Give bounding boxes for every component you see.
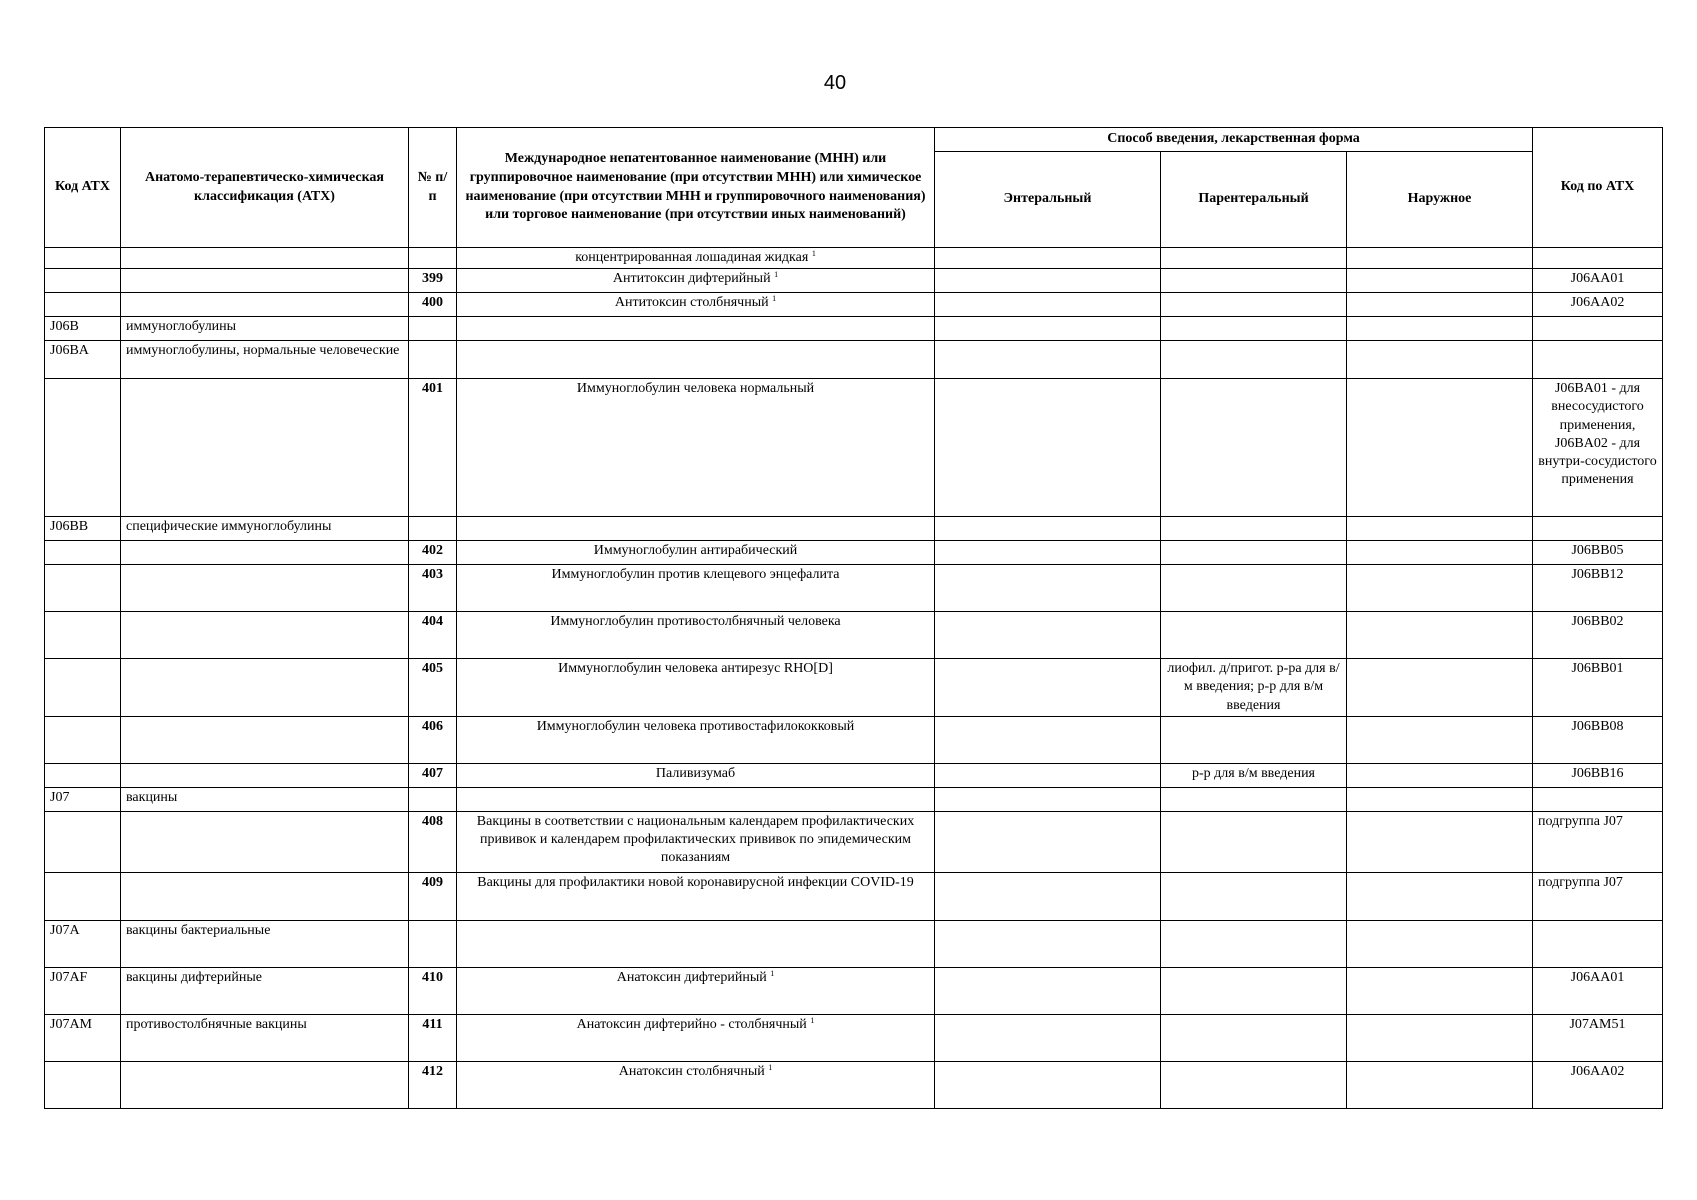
table-row [45, 317, 1663, 341]
cell-name-text: Иммуноглобулин против клещевого энцефалита [551, 567, 840, 583]
cell-code: подгруппа J07 [1533, 811, 1663, 872]
cell-parenteral [1161, 872, 1347, 920]
cell-classification [121, 269, 409, 293]
header-enteral: Энтеральный [935, 152, 1161, 248]
cell-enteral [935, 716, 1161, 763]
cell-classification [121, 379, 409, 517]
cell-num: 411 [409, 1014, 457, 1061]
cell-parenteral [1161, 612, 1347, 659]
cell-atx-code [45, 379, 121, 517]
cell-external [1347, 517, 1533, 541]
cell-atx-code [45, 541, 121, 565]
cell-num [409, 517, 457, 541]
cell-name-text: Антитоксин столбнячный [614, 295, 769, 311]
cell-atx-code [45, 763, 121, 787]
cell-external [1347, 248, 1533, 269]
cell-code [1533, 517, 1663, 541]
cell-code: J06BA01 - для внесосудистого применения, J06BA02 - для внутри-сосудистого применения [1533, 379, 1663, 517]
cell-external [1347, 811, 1533, 872]
table-row [45, 920, 1663, 967]
footnote-marker: 1 [772, 294, 777, 304]
table-row [45, 293, 1663, 317]
cell-parenteral [1161, 1061, 1347, 1108]
cell-atx-code [45, 269, 121, 293]
table-row [45, 1014, 1663, 1061]
cell-name-text: Иммуноглобулин человека противостафилококковый [536, 718, 855, 734]
cell-num: 400 [409, 293, 457, 317]
cell-atx-code [45, 293, 121, 317]
header-external: Наружное [1347, 152, 1533, 248]
cell-enteral [935, 293, 1161, 317]
cell-name [457, 293, 935, 317]
cell-name [457, 872, 935, 920]
cell-num: 409 [409, 872, 457, 920]
cell-classification: иммуноглобулины, нормальные человеческие [121, 341, 409, 379]
cell-external [1347, 1061, 1533, 1108]
cell-atx-code [45, 872, 121, 920]
cell-parenteral [1161, 269, 1347, 293]
table-row [45, 1061, 1663, 1108]
cell-parenteral [1161, 341, 1347, 379]
cell-name [457, 317, 935, 341]
cell-classification: вакцины [121, 787, 409, 811]
cell-name [457, 341, 935, 379]
cell-external [1347, 541, 1533, 565]
table-row [45, 248, 1663, 269]
cell-name [457, 248, 935, 269]
cell-classification: вакцины бактериальные [121, 920, 409, 967]
cell-parenteral [1161, 517, 1347, 541]
cell-name-text: Антитоксин дифтерийный [612, 271, 771, 287]
cell-code: J06BB16 [1533, 763, 1663, 787]
cell-enteral [935, 811, 1161, 872]
cell-atx-code: J07AM [45, 1014, 121, 1061]
cell-name-text: Анатоксин дифтерийно - столбнячный [576, 1016, 807, 1032]
cell-external [1347, 716, 1533, 763]
header-classification: Анатомо-терапевтическо-химическая классификация (АТХ) [121, 128, 409, 248]
cell-enteral [935, 317, 1161, 341]
cell-num: 408 [409, 811, 457, 872]
cell-num [409, 248, 457, 269]
cell-num: 406 [409, 716, 457, 763]
cell-enteral [935, 787, 1161, 811]
footnote-marker: 1 [811, 249, 816, 258]
cell-classification [121, 565, 409, 612]
cell-external [1347, 565, 1533, 612]
cell-external [1347, 269, 1533, 293]
header-num: № п/п [409, 128, 457, 248]
table-row [45, 811, 1663, 872]
cell-external [1347, 872, 1533, 920]
table-row [45, 716, 1663, 763]
cell-parenteral [1161, 811, 1347, 872]
cell-atx-code: J07 [45, 787, 121, 811]
table-row [45, 565, 1663, 612]
cell-name [457, 967, 935, 1014]
cell-external [1347, 293, 1533, 317]
cell-num: 402 [409, 541, 457, 565]
cell-name-text: Паливизумаб [655, 765, 736, 781]
cell-num: 399 [409, 269, 457, 293]
cell-name [457, 1061, 935, 1108]
cell-enteral [935, 541, 1161, 565]
cell-code: J06BB01 [1533, 659, 1663, 717]
cell-parenteral [1161, 1014, 1347, 1061]
cell-classification [121, 612, 409, 659]
cell-parenteral [1161, 787, 1347, 811]
cell-enteral [935, 517, 1161, 541]
cell-name [457, 517, 935, 541]
cell-code: J07AM51 [1533, 1014, 1663, 1061]
cell-name [457, 612, 935, 659]
table-row [45, 517, 1663, 541]
cell-atx-code: J07A [45, 920, 121, 967]
cell-enteral [935, 763, 1161, 787]
cell-name-text: Анатоксин дифтерийный [616, 969, 767, 985]
table-row [45, 659, 1663, 717]
cell-classification [121, 763, 409, 787]
cell-parenteral [1161, 716, 1347, 763]
cell-num: 407 [409, 763, 457, 787]
cell-enteral [935, 269, 1161, 293]
cell-parenteral: лиофил. д/пригот. р-ра для в/м введения; р-р для в/м введения [1161, 659, 1347, 717]
cell-code: J06AA01 [1533, 967, 1663, 1014]
cell-enteral [935, 967, 1161, 1014]
cell-num [409, 920, 457, 967]
cell-name-text: Вакцины для профилактики новой коронавирусной инфекции COVID-19 [477, 874, 914, 890]
cell-code: J06BB02 [1533, 612, 1663, 659]
cell-name [457, 565, 935, 612]
cell-num: 401 [409, 379, 457, 517]
cell-code: J06BB12 [1533, 565, 1663, 612]
cell-classification [121, 811, 409, 872]
footnote-marker: 1 [810, 1015, 815, 1025]
cell-name [457, 659, 935, 717]
cell-enteral [935, 341, 1161, 379]
header-route-group: Способ введения, лекарственная форма [935, 128, 1533, 152]
cell-parenteral [1161, 565, 1347, 612]
cell-enteral [935, 1014, 1161, 1061]
cell-enteral [935, 659, 1161, 717]
table-header [45, 128, 1663, 248]
cell-enteral [935, 1061, 1161, 1108]
footnote-marker: 1 [770, 968, 775, 978]
cell-external [1347, 967, 1533, 1014]
cell-parenteral [1161, 541, 1347, 565]
cell-atx-code: J06BA [45, 341, 121, 379]
atx-table [44, 127, 1663, 1109]
cell-code: J06AA02 [1533, 293, 1663, 317]
cell-code [1533, 341, 1663, 379]
cell-enteral [935, 872, 1161, 920]
header-parenteral: Парентеральный [1161, 152, 1347, 248]
cell-name-text: Иммуноглобулин антирабический [593, 543, 798, 559]
cell-classification [121, 716, 409, 763]
cell-external [1347, 317, 1533, 341]
cell-name-text: Иммуноглобулин человека антирезус RHO[D] [558, 661, 833, 677]
cell-code: J06AA01 [1533, 269, 1663, 293]
cell-enteral [935, 920, 1161, 967]
cell-classification [121, 541, 409, 565]
cell-external [1347, 379, 1533, 517]
cell-classification [121, 659, 409, 717]
cell-enteral [935, 379, 1161, 517]
cell-num: 410 [409, 967, 457, 1014]
cell-code: J06BB08 [1533, 716, 1663, 763]
cell-enteral [935, 565, 1161, 612]
cell-name-text: Анатоксин столбнячный [618, 1063, 765, 1079]
cell-external [1347, 341, 1533, 379]
cell-num [409, 787, 457, 811]
cell-code [1533, 787, 1663, 811]
cell-atx-code: J06B [45, 317, 121, 341]
cell-num: 405 [409, 659, 457, 717]
cell-parenteral [1161, 967, 1347, 1014]
table-row [45, 379, 1663, 517]
cell-code: подгруппа J07 [1533, 872, 1663, 920]
table-row [45, 787, 1663, 811]
cell-parenteral [1161, 317, 1347, 341]
cell-name [457, 1014, 935, 1061]
cell-name [457, 811, 935, 872]
cell-num [409, 317, 457, 341]
cell-atx-code [45, 565, 121, 612]
table-row [45, 872, 1663, 920]
cell-num: 412 [409, 1061, 457, 1108]
cell-classification [121, 248, 409, 269]
cell-external [1347, 1014, 1533, 1061]
header-code: Код по АТХ [1533, 128, 1663, 248]
footnote-marker: 1 [768, 1062, 773, 1072]
cell-parenteral [1161, 293, 1347, 317]
cell-name [457, 716, 935, 763]
cell-num: 404 [409, 612, 457, 659]
cell-code: J06AA02 [1533, 1061, 1663, 1108]
header-name: Международное непатентованное наименование (МНН) или группировочное наименование (при отсутствии МНН) или химическое наименование (при отсутствии МНН и группировочного наименования) или торговое наименование (при отсутствии иных наименований) [457, 128, 935, 248]
cell-name-text: Иммуноглобулин человека нормальный [576, 381, 815, 397]
cell-external [1347, 920, 1533, 967]
cell-atx-code: J06BB [45, 517, 121, 541]
cell-atx-code [45, 659, 121, 717]
cell-atx-code [45, 716, 121, 763]
cell-enteral [935, 248, 1161, 269]
cell-classification [121, 872, 409, 920]
cell-external [1347, 659, 1533, 717]
cell-name-text: концентрированная лошадиная жидкая [575, 250, 809, 265]
table-row [45, 612, 1663, 659]
cell-num [409, 341, 457, 379]
table-row [45, 341, 1663, 379]
page-number: 40 [823, 72, 847, 94]
cell-external [1347, 787, 1533, 811]
cell-name [457, 920, 935, 967]
cell-parenteral [1161, 248, 1347, 269]
cell-atx-code [45, 248, 121, 269]
cell-classification: иммуноглобулины [121, 317, 409, 341]
cell-name-text: Иммуноглобулин противостолбнячный человека [550, 614, 841, 630]
cell-classification: вакцины дифтерийные [121, 967, 409, 1014]
header-atx-code: Код АТХ [45, 128, 121, 248]
cell-parenteral [1161, 379, 1347, 517]
cell-name [457, 763, 935, 787]
cell-code [1533, 317, 1663, 341]
cell-code [1533, 920, 1663, 967]
table-row [45, 763, 1663, 787]
cell-external [1347, 612, 1533, 659]
cell-enteral [935, 612, 1161, 659]
cell-classification [121, 293, 409, 317]
cell-atx-code [45, 612, 121, 659]
cell-atx-code: J07AF [45, 967, 121, 1014]
cell-classification [121, 1061, 409, 1108]
cell-atx-code [45, 811, 121, 872]
cell-code [1533, 248, 1663, 269]
cell-parenteral [1161, 920, 1347, 967]
table-row [45, 967, 1663, 1014]
cell-num: 403 [409, 565, 457, 612]
cell-name [457, 787, 935, 811]
table-body [45, 248, 1663, 1109]
cell-classification: специфические иммуноглобулины [121, 517, 409, 541]
cell-name [457, 541, 935, 565]
cell-name [457, 379, 935, 517]
cell-code: J06BB05 [1533, 541, 1663, 565]
table-row [45, 269, 1663, 293]
cell-external [1347, 763, 1533, 787]
cell-atx-code [45, 1061, 121, 1108]
cell-name [457, 269, 935, 293]
cell-classification: противостолбнячные вакцины [121, 1014, 409, 1061]
cell-name-text: Вакцины в соответствии с национальным календарем профилактических прививок и календарем профилактических прививок по эпидемическим показаниям [476, 813, 915, 866]
cell-parenteral: р-р для в/м введения [1161, 763, 1347, 787]
table-row [45, 541, 1663, 565]
footnote-marker: 1 [774, 270, 779, 280]
